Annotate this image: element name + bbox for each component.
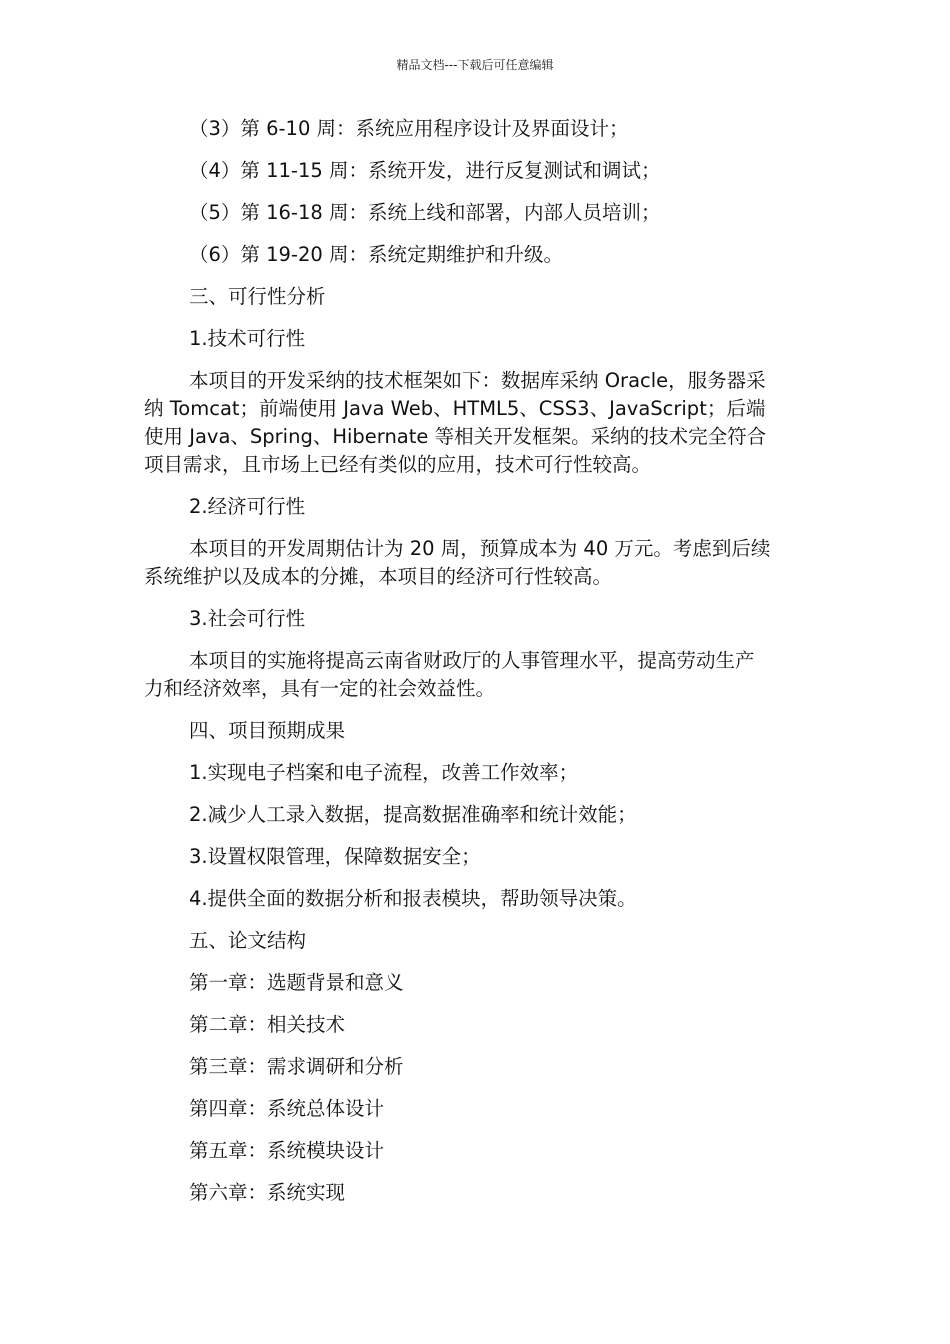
schedule-item: （6）第 19-20 周：系统定期维护和升级。 bbox=[189, 243, 563, 266]
schedule-item: （3）第 6-10 周：系统应用程序设计及界面设计； bbox=[189, 117, 629, 140]
paragraph-line: 系统维护以及成本的分摊，本项目的经济可行性较高。 bbox=[144, 565, 613, 588]
paragraph-tech-feasibility bbox=[144, 367, 808, 479]
subheading-social-feasibility: 3.社会可行性 bbox=[189, 607, 306, 630]
paragraph-line: 本项目的实施将提高云南省财政厅的人事管理水平，提高劳动生产 bbox=[189, 649, 755, 672]
subheading-economic-feasibility: 2.经济可行性 bbox=[189, 495, 306, 518]
schedule-item: （5）第 16-18 周：系统上线和部署，内部人员培训； bbox=[189, 201, 661, 224]
chapter-item: 第三章：需求调研和分析 bbox=[189, 1055, 404, 1078]
paragraph-social-feasibility bbox=[144, 647, 808, 703]
document-body bbox=[144, 115, 808, 1221]
chapter-item: 第一章：选题背景和意义 bbox=[189, 971, 404, 994]
paragraph-line: 项目需求，且市场上已经有类似的应用，技术可行性较高。 bbox=[144, 453, 652, 476]
paragraph-line: 本项目的开发周期估计为 20 周，预算成本为 40 万元。考虑到后续 bbox=[189, 537, 771, 560]
chapter-item: 第二章：相关技术 bbox=[189, 1013, 346, 1036]
section-heading-thesis-structure: 五、论文结构 bbox=[189, 929, 307, 952]
result-item: 2.减少人工录入数据，提高数据准确率和统计效能； bbox=[189, 803, 637, 826]
paragraph-line: 本项目的开发采纳的技术框架如下：数据库采纳 Oracle，服务器采 bbox=[189, 369, 766, 392]
paragraph-line: 力和经济效率，具有一定的社会效益性。 bbox=[144, 677, 496, 700]
chapter-item: 第四章：系统总体设计 bbox=[189, 1097, 385, 1120]
page-header: 精品文档---下载后可任意编辑 bbox=[396, 58, 554, 72]
result-item: 3.设置权限管理，保障数据安全； bbox=[189, 845, 481, 868]
result-item: 4.提供全面的数据分析和报表模块，帮助领导决策。 bbox=[189, 887, 637, 910]
schedule-item: （4）第 11-15 周：系统开发，进行反复测试和调试； bbox=[189, 159, 661, 182]
paragraph-economic-feasibility bbox=[144, 535, 808, 591]
section-heading-feasibility: 三、可行性分析 bbox=[189, 285, 326, 308]
section-heading-expected-results: 四、项目预期成果 bbox=[189, 719, 346, 742]
paragraph-line: 纳 Tomcat；前端使用 Java Web、HTML5、CSS3、JavaScript；后端 bbox=[144, 397, 766, 420]
result-item: 1.实现电子档案和电子流程，改善工作效率； bbox=[189, 761, 579, 784]
subheading-tech-feasibility: 1.技术可行性 bbox=[189, 327, 306, 350]
chapter-item: 第六章：系统实现 bbox=[189, 1181, 346, 1204]
paragraph-line: 使用 Java、Spring、Hibernate 等相关开发框架。采纳的技术完全符合 bbox=[144, 425, 767, 448]
chapter-item: 第五章：系统模块设计 bbox=[189, 1139, 385, 1162]
